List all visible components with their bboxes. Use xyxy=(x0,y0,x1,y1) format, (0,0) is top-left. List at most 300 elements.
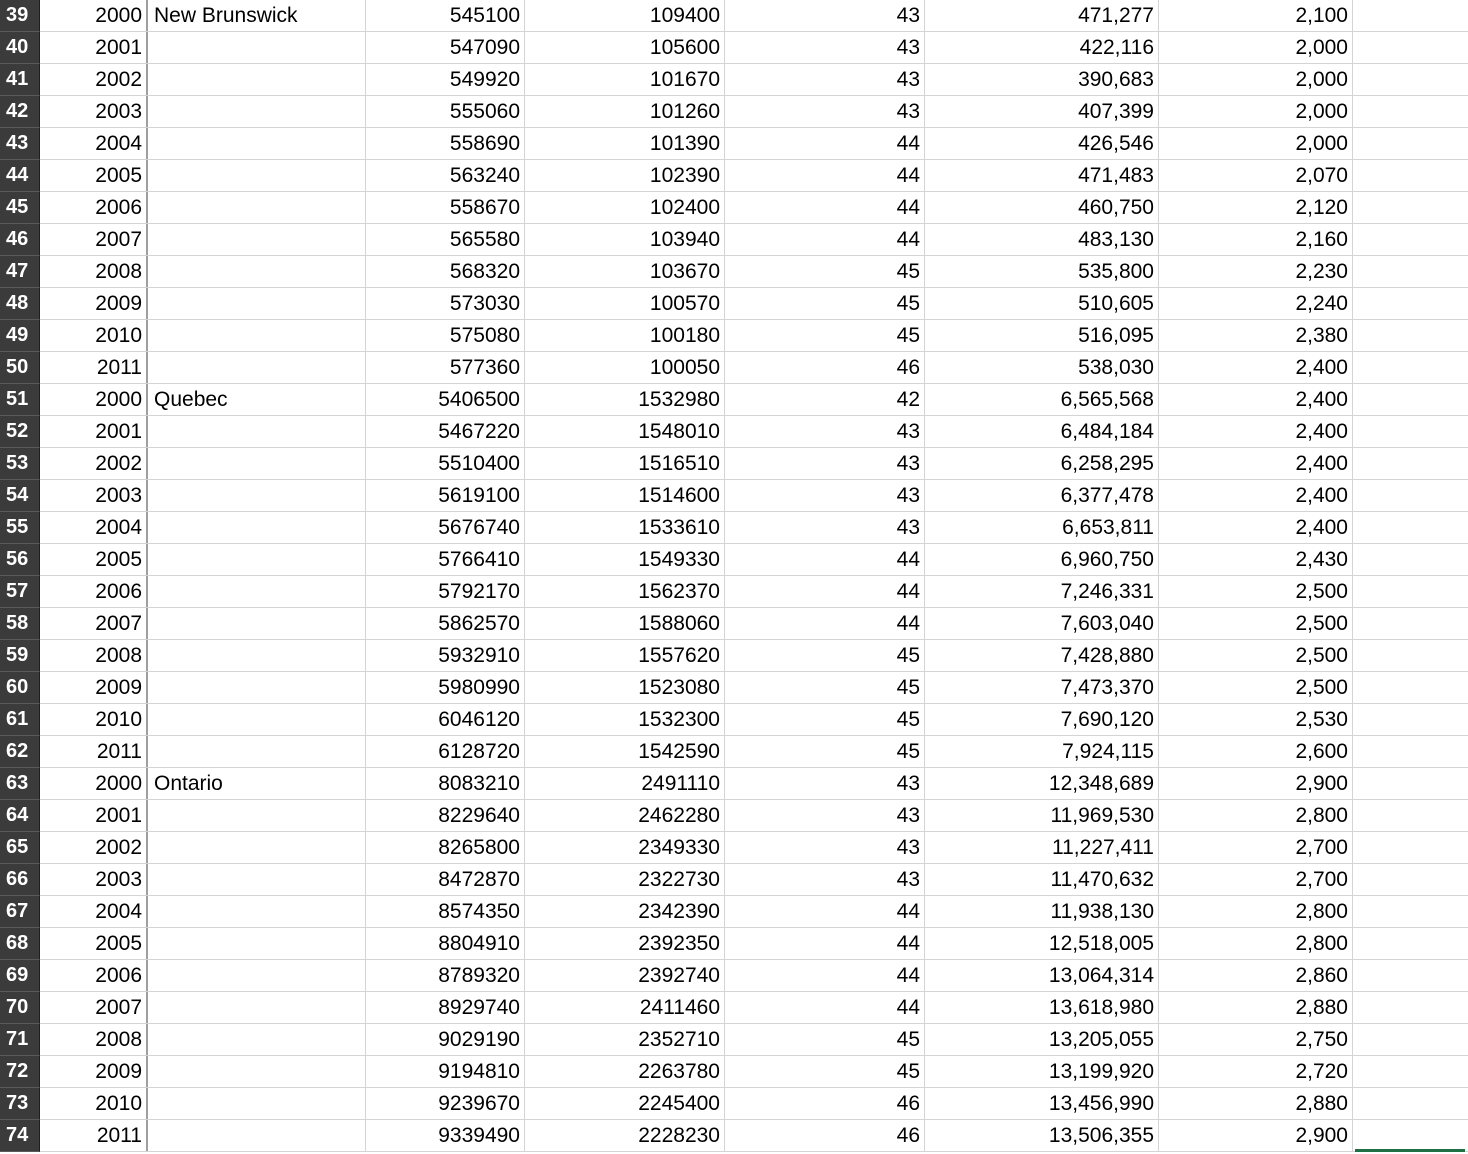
cell-value-f[interactable]: 6,653,811 xyxy=(925,512,1159,543)
cell-province[interactable] xyxy=(148,928,366,959)
row-header[interactable]: 65 xyxy=(0,832,40,864)
cell-value-e[interactable]: 43 xyxy=(725,96,925,127)
cell-value-f[interactable]: 510,605 xyxy=(925,288,1159,319)
cell-value-e[interactable]: 43 xyxy=(725,800,925,831)
cell-value-f[interactable]: 426,546 xyxy=(925,128,1159,159)
cell-value-f[interactable]: 471,277 xyxy=(925,0,1159,31)
cell-year[interactable]: 2002 xyxy=(40,64,148,95)
cell-province[interactable] xyxy=(148,864,366,895)
cell-empty-h[interactable] xyxy=(1353,0,1468,31)
cell-value-d[interactable]: 101390 xyxy=(525,128,725,159)
cell-year[interactable]: 2007 xyxy=(40,608,148,639)
cell-value-f[interactable]: 516,095 xyxy=(925,320,1159,351)
cell-value-g[interactable]: 2,720 xyxy=(1159,1056,1353,1087)
cell-province[interactable] xyxy=(148,288,366,319)
cell-empty-h[interactable] xyxy=(1353,416,1468,447)
cell-empty-h[interactable] xyxy=(1353,32,1468,63)
cell-value-f[interactable]: 6,377,478 xyxy=(925,480,1159,511)
cell-province[interactable] xyxy=(148,1024,366,1055)
cell-value-c[interactable]: 8083210 xyxy=(366,768,525,799)
cell-value-g[interactable]: 2,880 xyxy=(1159,1088,1353,1119)
cell-value-c[interactable]: 8789320 xyxy=(366,960,525,991)
cell-value-d[interactable]: 1549330 xyxy=(525,544,725,575)
cell-empty-h[interactable] xyxy=(1353,480,1468,511)
cell-value-c[interactable]: 547090 xyxy=(366,32,525,63)
cell-year[interactable]: 2008 xyxy=(40,256,148,287)
cell-value-e[interactable]: 45 xyxy=(725,288,925,319)
row-header[interactable]: 45 xyxy=(0,192,40,224)
cell-year[interactable]: 2002 xyxy=(40,832,148,863)
cell-value-g[interactable]: 2,860 xyxy=(1159,960,1353,991)
cell-year[interactable]: 2000 xyxy=(40,0,148,31)
cell-year[interactable]: 2009 xyxy=(40,288,148,319)
cell-value-e[interactable]: 45 xyxy=(725,704,925,735)
cell-value-c[interactable]: 573030 xyxy=(366,288,525,319)
row-header[interactable]: 58 xyxy=(0,608,40,640)
cell-value-c[interactable]: 545100 xyxy=(366,0,525,31)
cell-value-d[interactable]: 2352710 xyxy=(525,1024,725,1055)
cell-empty-h[interactable] xyxy=(1353,96,1468,127)
cell-empty-h[interactable] xyxy=(1353,832,1468,863)
cell-value-d[interactable]: 1533610 xyxy=(525,512,725,543)
cell-year[interactable]: 2007 xyxy=(40,992,148,1023)
cell-province[interactable] xyxy=(148,1120,366,1151)
cell-province[interactable] xyxy=(148,64,366,95)
cell-value-f[interactable]: 6,565,568 xyxy=(925,384,1159,415)
cell-value-e[interactable]: 43 xyxy=(725,864,925,895)
cell-year[interactable]: 2011 xyxy=(40,1120,148,1151)
cell-province[interactable] xyxy=(148,352,366,383)
row-header[interactable]: 53 xyxy=(0,448,40,480)
cell-value-g[interactable]: 2,800 xyxy=(1159,928,1353,959)
cell-province[interactable] xyxy=(148,992,366,1023)
cell-province[interactable] xyxy=(148,416,366,447)
cell-value-c[interactable]: 5510400 xyxy=(366,448,525,479)
cell-empty-h[interactable] xyxy=(1353,1088,1468,1119)
cell-value-f[interactable]: 6,484,184 xyxy=(925,416,1159,447)
row-header[interactable]: 61 xyxy=(0,704,40,736)
cell-value-d[interactable]: 2342390 xyxy=(525,896,725,927)
cell-province[interactable] xyxy=(148,480,366,511)
cell-province[interactable] xyxy=(148,896,366,927)
cell-value-e[interactable]: 45 xyxy=(725,736,925,767)
cell-value-d[interactable]: 2349330 xyxy=(525,832,725,863)
cell-year[interactable]: 2000 xyxy=(40,768,148,799)
cell-empty-h[interactable] xyxy=(1353,672,1468,703)
cell-value-f[interactable]: 11,470,632 xyxy=(925,864,1159,895)
row-header[interactable]: 74 xyxy=(0,1120,40,1152)
cell-province[interactable] xyxy=(148,1056,366,1087)
cell-value-e[interactable]: 45 xyxy=(725,1056,925,1087)
cell-year[interactable]: 2004 xyxy=(40,896,148,927)
row-header[interactable]: 64 xyxy=(0,800,40,832)
cell-year[interactable]: 2010 xyxy=(40,1088,148,1119)
cell-value-f[interactable]: 13,064,314 xyxy=(925,960,1159,991)
cell-value-c[interactable]: 568320 xyxy=(366,256,525,287)
cell-value-g[interactable]: 2,000 xyxy=(1159,32,1353,63)
cell-value-d[interactable]: 102400 xyxy=(525,192,725,223)
cell-value-d[interactable]: 2411460 xyxy=(525,992,725,1023)
cell-year[interactable]: 2004 xyxy=(40,512,148,543)
row-header[interactable]: 73 xyxy=(0,1088,40,1120)
cell-value-f[interactable]: 407,399 xyxy=(925,96,1159,127)
cell-value-g[interactable]: 2,500 xyxy=(1159,608,1353,639)
cell-province[interactable] xyxy=(148,448,366,479)
cell-value-e[interactable]: 44 xyxy=(725,224,925,255)
cell-province[interactable] xyxy=(148,32,366,63)
cell-province[interactable] xyxy=(148,800,366,831)
cell-province[interactable] xyxy=(148,544,366,575)
cell-value-e[interactable]: 44 xyxy=(725,992,925,1023)
cell-value-e[interactable]: 45 xyxy=(725,320,925,351)
cell-province[interactable] xyxy=(148,1088,366,1119)
cell-value-d[interactable]: 101260 xyxy=(525,96,725,127)
cell-value-f[interactable]: 11,938,130 xyxy=(925,896,1159,927)
cell-value-c[interactable]: 5619100 xyxy=(366,480,525,511)
cell-value-g[interactable]: 2,400 xyxy=(1159,384,1353,415)
cell-year[interactable]: 2001 xyxy=(40,416,148,447)
cell-empty-h[interactable] xyxy=(1353,896,1468,927)
cell-year[interactable]: 2005 xyxy=(40,160,148,191)
cell-value-e[interactable]: 43 xyxy=(725,768,925,799)
row-header[interactable]: 39 xyxy=(0,0,40,32)
cell-value-e[interactable]: 43 xyxy=(725,64,925,95)
cell-empty-h[interactable] xyxy=(1353,736,1468,767)
cell-value-d[interactable]: 2322730 xyxy=(525,864,725,895)
cell-value-d[interactable]: 2462280 xyxy=(525,800,725,831)
row-header[interactable]: 66 xyxy=(0,864,40,896)
cell-empty-h[interactable] xyxy=(1353,1056,1468,1087)
cell-province[interactable] xyxy=(148,512,366,543)
cell-value-g[interactable]: 2,700 xyxy=(1159,864,1353,895)
cell-value-f[interactable]: 471,483 xyxy=(925,160,1159,191)
cell-empty-h[interactable] xyxy=(1353,256,1468,287)
cell-province[interactable] xyxy=(148,832,366,863)
cell-value-e[interactable]: 43 xyxy=(725,416,925,447)
cell-value-e[interactable]: 43 xyxy=(725,512,925,543)
cell-value-d[interactable]: 2245400 xyxy=(525,1088,725,1119)
cell-empty-h[interactable] xyxy=(1353,640,1468,671)
row-header[interactable]: 68 xyxy=(0,928,40,960)
cell-value-c[interactable]: 8229640 xyxy=(366,800,525,831)
cell-province[interactable]: New Brunswick xyxy=(148,0,366,31)
cell-value-g[interactable]: 2,500 xyxy=(1159,672,1353,703)
cell-value-g[interactable]: 2,000 xyxy=(1159,96,1353,127)
cell-value-f[interactable]: 13,618,980 xyxy=(925,992,1159,1023)
row-header[interactable]: 54 xyxy=(0,480,40,512)
cell-empty-h[interactable] xyxy=(1353,544,1468,575)
cell-value-e[interactable]: 44 xyxy=(725,608,925,639)
cell-value-d[interactable]: 1514600 xyxy=(525,480,725,511)
cell-value-g[interactable]: 2,700 xyxy=(1159,832,1353,863)
cell-empty-h[interactable] xyxy=(1353,288,1468,319)
cell-value-g[interactable]: 2,750 xyxy=(1159,1024,1353,1055)
cell-year[interactable]: 2006 xyxy=(40,960,148,991)
cell-value-f[interactable]: 13,199,920 xyxy=(925,1056,1159,1087)
row-header[interactable]: 59 xyxy=(0,640,40,672)
row-header[interactable]: 69 xyxy=(0,960,40,992)
cell-value-f[interactable]: 538,030 xyxy=(925,352,1159,383)
cell-value-e[interactable]: 43 xyxy=(725,32,925,63)
cell-value-c[interactable]: 9339490 xyxy=(366,1120,525,1151)
cell-province[interactable] xyxy=(148,608,366,639)
cell-value-g[interactable]: 2,120 xyxy=(1159,192,1353,223)
row-header[interactable]: 44 xyxy=(0,160,40,192)
cell-value-g[interactable]: 2,530 xyxy=(1159,704,1353,735)
cell-value-c[interactable]: 563240 xyxy=(366,160,525,191)
cell-value-g[interactable]: 2,500 xyxy=(1159,576,1353,607)
cell-value-f[interactable]: 7,924,115 xyxy=(925,736,1159,767)
cell-value-f[interactable]: 7,473,370 xyxy=(925,672,1159,703)
cell-year[interactable]: 2001 xyxy=(40,800,148,831)
cell-value-g[interactable]: 2,000 xyxy=(1159,64,1353,95)
cell-value-c[interactable]: 565580 xyxy=(366,224,525,255)
cell-value-g[interactable]: 2,070 xyxy=(1159,160,1353,191)
cell-empty-h[interactable] xyxy=(1353,512,1468,543)
cell-value-e[interactable]: 44 xyxy=(725,192,925,223)
cell-value-e[interactable]: 43 xyxy=(725,832,925,863)
row-header[interactable]: 56 xyxy=(0,544,40,576)
cell-province[interactable] xyxy=(148,704,366,735)
row-header[interactable]: 55 xyxy=(0,512,40,544)
cell-value-c[interactable]: 6046120 xyxy=(366,704,525,735)
cell-value-g[interactable]: 2,380 xyxy=(1159,320,1353,351)
cell-value-e[interactable]: 45 xyxy=(725,640,925,671)
row-header[interactable]: 67 xyxy=(0,896,40,928)
cell-year[interactable]: 2002 xyxy=(40,448,148,479)
cell-value-f[interactable]: 13,456,990 xyxy=(925,1088,1159,1119)
cell-year[interactable]: 2011 xyxy=(40,736,148,767)
cell-value-d[interactable]: 103670 xyxy=(525,256,725,287)
cell-province[interactable] xyxy=(148,224,366,255)
cell-value-e[interactable]: 45 xyxy=(725,672,925,703)
cell-province[interactable] xyxy=(148,672,366,703)
cell-value-f[interactable]: 11,227,411 xyxy=(925,832,1159,863)
row-header[interactable]: 72 xyxy=(0,1056,40,1088)
cell-empty-h[interactable] xyxy=(1353,224,1468,255)
cell-empty-h[interactable] xyxy=(1353,704,1468,735)
row-header[interactable]: 46 xyxy=(0,224,40,256)
cell-value-d[interactable]: 1516510 xyxy=(525,448,725,479)
cell-empty-h[interactable] xyxy=(1353,960,1468,991)
cell-empty-h[interactable] xyxy=(1353,384,1468,415)
cell-value-d[interactable]: 1548010 xyxy=(525,416,725,447)
cell-year[interactable]: 2001 xyxy=(40,32,148,63)
cell-value-d[interactable]: 101670 xyxy=(525,64,725,95)
cell-value-c[interactable]: 8804910 xyxy=(366,928,525,959)
cell-value-c[interactable]: 5980990 xyxy=(366,672,525,703)
row-header[interactable]: 60 xyxy=(0,672,40,704)
cell-value-e[interactable]: 44 xyxy=(725,928,925,959)
cell-value-e[interactable]: 43 xyxy=(725,0,925,31)
row-header[interactable]: 63 xyxy=(0,768,40,800)
cell-empty-h[interactable] xyxy=(1353,864,1468,895)
cell-value-e[interactable]: 45 xyxy=(725,256,925,287)
cell-province[interactable] xyxy=(148,128,366,159)
cell-value-d[interactable]: 2263780 xyxy=(525,1056,725,1087)
cell-value-c[interactable]: 555060 xyxy=(366,96,525,127)
cell-value-g[interactable]: 2,400 xyxy=(1159,480,1353,511)
cell-value-d[interactable]: 1588060 xyxy=(525,608,725,639)
cell-year[interactable]: 2006 xyxy=(40,192,148,223)
cell-value-f[interactable]: 6,960,750 xyxy=(925,544,1159,575)
cell-value-g[interactable]: 2,240 xyxy=(1159,288,1353,319)
cell-value-e[interactable]: 44 xyxy=(725,128,925,159)
row-header[interactable]: 43 xyxy=(0,128,40,160)
cell-value-c[interactable]: 5676740 xyxy=(366,512,525,543)
cell-value-g[interactable]: 2,880 xyxy=(1159,992,1353,1023)
cell-province[interactable] xyxy=(148,960,366,991)
cell-year[interactable]: 2008 xyxy=(40,640,148,671)
cell-value-g[interactable]: 2,800 xyxy=(1159,800,1353,831)
cell-empty-h[interactable] xyxy=(1353,992,1468,1023)
cell-value-c[interactable]: 8929740 xyxy=(366,992,525,1023)
cell-year[interactable]: 2009 xyxy=(40,1056,148,1087)
cell-value-c[interactable]: 5406500 xyxy=(366,384,525,415)
cell-value-c[interactable]: 5932910 xyxy=(366,640,525,671)
cell-value-g[interactable]: 2,900 xyxy=(1159,1120,1353,1151)
cell-value-g[interactable]: 2,400 xyxy=(1159,448,1353,479)
row-header[interactable]: 52 xyxy=(0,416,40,448)
cell-value-d[interactable]: 2392740 xyxy=(525,960,725,991)
cell-value-g[interactable]: 2,230 xyxy=(1159,256,1353,287)
cell-year[interactable]: 2005 xyxy=(40,544,148,575)
row-header[interactable]: 50 xyxy=(0,352,40,384)
cell-empty-h[interactable] xyxy=(1353,768,1468,799)
cell-year[interactable]: 2003 xyxy=(40,480,148,511)
cell-value-e[interactable]: 43 xyxy=(725,448,925,479)
cell-year[interactable]: 2009 xyxy=(40,672,148,703)
cell-value-d[interactable]: 1532980 xyxy=(525,384,725,415)
cell-year[interactable]: 2005 xyxy=(40,928,148,959)
cell-value-g[interactable]: 2,430 xyxy=(1159,544,1353,575)
cell-empty-h[interactable] xyxy=(1353,64,1468,95)
cell-value-d[interactable]: 100180 xyxy=(525,320,725,351)
cell-year[interactable]: 2007 xyxy=(40,224,148,255)
cell-value-d[interactable]: 102390 xyxy=(525,160,725,191)
cell-value-g[interactable]: 2,000 xyxy=(1159,128,1353,159)
cell-value-d[interactable]: 103940 xyxy=(525,224,725,255)
cell-value-c[interactable]: 6128720 xyxy=(366,736,525,767)
cell-value-c[interactable]: 9239670 xyxy=(366,1088,525,1119)
cell-value-d[interactable]: 105600 xyxy=(525,32,725,63)
cell-empty-h[interactable] xyxy=(1353,352,1468,383)
cell-value-c[interactable]: 577360 xyxy=(366,352,525,383)
cell-value-e[interactable]: 46 xyxy=(725,352,925,383)
cell-year[interactable]: 2011 xyxy=(40,352,148,383)
cell-value-g[interactable]: 2,160 xyxy=(1159,224,1353,255)
cell-province[interactable]: Ontario xyxy=(148,768,366,799)
cell-value-g[interactable]: 2,600 xyxy=(1159,736,1353,767)
cell-value-d[interactable]: 109400 xyxy=(525,0,725,31)
cell-province[interactable] xyxy=(148,256,366,287)
cell-empty-h[interactable] xyxy=(1353,800,1468,831)
row-header[interactable]: 42 xyxy=(0,96,40,128)
cell-value-e[interactable]: 44 xyxy=(725,960,925,991)
cell-value-e[interactable]: 44 xyxy=(725,896,925,927)
row-header[interactable]: 41 xyxy=(0,64,40,96)
cell-value-f[interactable]: 390,683 xyxy=(925,64,1159,95)
cell-value-e[interactable]: 44 xyxy=(725,544,925,575)
cell-value-c[interactable]: 5792170 xyxy=(366,576,525,607)
cell-value-f[interactable]: 422,116 xyxy=(925,32,1159,63)
cell-value-f[interactable]: 6,258,295 xyxy=(925,448,1159,479)
cell-value-f[interactable]: 11,969,530 xyxy=(925,800,1159,831)
row-header[interactable]: 57 xyxy=(0,576,40,608)
row-header[interactable]: 62 xyxy=(0,736,40,768)
cell-value-e[interactable]: 46 xyxy=(725,1088,925,1119)
cell-value-d[interactable]: 100570 xyxy=(525,288,725,319)
cell-empty-h[interactable] xyxy=(1353,320,1468,351)
cell-value-g[interactable]: 2,400 xyxy=(1159,416,1353,447)
cell-empty-h[interactable] xyxy=(1353,192,1468,223)
cell-value-e[interactable]: 46 xyxy=(725,1120,925,1151)
row-header[interactable]: 48 xyxy=(0,288,40,320)
cell-empty-h[interactable] xyxy=(1353,1120,1468,1151)
cell-year[interactable]: 2003 xyxy=(40,864,148,895)
cell-value-e[interactable]: 42 xyxy=(725,384,925,415)
cell-empty-h[interactable] xyxy=(1353,576,1468,607)
cell-value-d[interactable]: 2392350 xyxy=(525,928,725,959)
cell-province[interactable] xyxy=(148,640,366,671)
cell-value-c[interactable]: 575080 xyxy=(366,320,525,351)
cell-year[interactable]: 2010 xyxy=(40,320,148,351)
cell-value-g[interactable]: 2,100 xyxy=(1159,0,1353,31)
cell-province[interactable] xyxy=(148,320,366,351)
cell-value-d[interactable]: 1557620 xyxy=(525,640,725,671)
cell-value-e[interactable]: 43 xyxy=(725,480,925,511)
row-header[interactable]: 47 xyxy=(0,256,40,288)
cell-value-f[interactable]: 12,518,005 xyxy=(925,928,1159,959)
cell-value-c[interactable]: 5467220 xyxy=(366,416,525,447)
cell-value-d[interactable]: 1562370 xyxy=(525,576,725,607)
cell-value-g[interactable]: 2,900 xyxy=(1159,768,1353,799)
row-header[interactable]: 51 xyxy=(0,384,40,416)
cell-year[interactable]: 2010 xyxy=(40,704,148,735)
cell-year[interactable]: 2004 xyxy=(40,128,148,159)
cell-empty-h[interactable] xyxy=(1353,608,1468,639)
cell-value-d[interactable]: 2228230 xyxy=(525,1120,725,1151)
cell-empty-h[interactable] xyxy=(1353,128,1468,159)
cell-province[interactable] xyxy=(148,160,366,191)
cell-value-f[interactable]: 7,690,120 xyxy=(925,704,1159,735)
cell-value-d[interactable]: 1523080 xyxy=(525,672,725,703)
cell-value-c[interactable]: 558670 xyxy=(366,192,525,223)
cell-empty-h[interactable] xyxy=(1353,1024,1468,1055)
cell-value-f[interactable]: 13,506,355 xyxy=(925,1120,1159,1151)
cell-province[interactable] xyxy=(148,96,366,127)
cell-value-f[interactable]: 483,130 xyxy=(925,224,1159,255)
cell-value-c[interactable]: 5862570 xyxy=(366,608,525,639)
cell-value-c[interactable]: 9029190 xyxy=(366,1024,525,1055)
cell-province[interactable] xyxy=(148,736,366,767)
row-header[interactable]: 71 xyxy=(0,1024,40,1056)
cell-value-d[interactable]: 100050 xyxy=(525,352,725,383)
cell-value-f[interactable]: 12,348,689 xyxy=(925,768,1159,799)
cell-value-d[interactable]: 1532300 xyxy=(525,704,725,735)
cell-year[interactable]: 2008 xyxy=(40,1024,148,1055)
cell-province[interactable]: Quebec xyxy=(148,384,366,415)
cell-value-e[interactable]: 45 xyxy=(725,1024,925,1055)
cell-value-g[interactable]: 2,500 xyxy=(1159,640,1353,671)
cell-value-e[interactable]: 44 xyxy=(725,576,925,607)
cell-value-c[interactable]: 5766410 xyxy=(366,544,525,575)
cell-year[interactable]: 2003 xyxy=(40,96,148,127)
cell-value-f[interactable]: 7,428,880 xyxy=(925,640,1159,671)
cell-value-c[interactable]: 8574350 xyxy=(366,896,525,927)
cell-value-g[interactable]: 2,400 xyxy=(1159,512,1353,543)
cell-empty-h[interactable] xyxy=(1353,448,1468,479)
